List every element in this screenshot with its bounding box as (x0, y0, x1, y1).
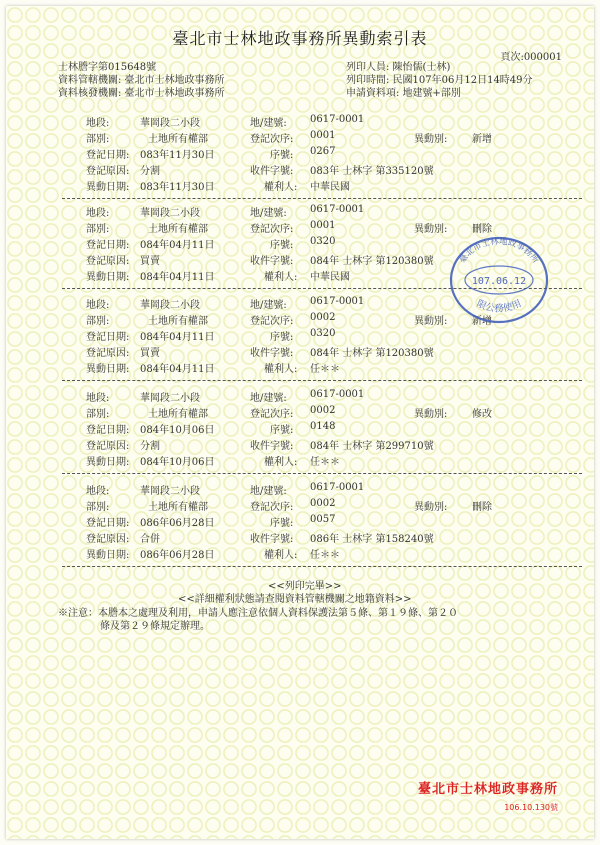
reg-order-value: 0001 (310, 130, 336, 141)
change-date-label: 異動日期: (86, 364, 130, 375)
seq-value: 0320 (310, 328, 336, 339)
receipt-label: 收件字號: (250, 441, 294, 452)
notice-line-2: 條及第２９條規定辦理。 (100, 621, 210, 632)
section-label: 地段: (86, 118, 110, 129)
request-item: 申請資料項: 地建號+部別 (346, 88, 461, 99)
record-block (6, 482, 594, 570)
receipt-value: 084年 士林字 第299710號 (310, 441, 434, 452)
change-type-value: 新增 (472, 134, 492, 145)
part-label: 部別: (86, 502, 110, 513)
part-label: 部別: (86, 134, 110, 145)
change-type-value: 刪除 (472, 502, 492, 513)
reg-order-value: 0002 (310, 498, 336, 509)
form-number: 106.10.130號 (504, 803, 558, 812)
reg-order-value: 0001 (310, 220, 336, 231)
lot-no-label: 地/建號: (250, 208, 287, 219)
change-date-value: 086年06月28日 (140, 550, 215, 561)
section-label: 地段: (86, 300, 110, 311)
lot-no-value: 0617-0001 (310, 389, 365, 400)
reg-order-label: 登記次序: (250, 134, 294, 145)
seq-label: 序號: (270, 332, 294, 343)
change-date-label: 異動日期: (86, 550, 130, 561)
record-separator (62, 566, 582, 567)
print-end: <<列印完畢>> (268, 581, 342, 592)
holder-value: 任＊＊ (310, 550, 340, 561)
part-value: 土地所有權部 (148, 224, 208, 235)
holder-value: 任＊＊ (310, 457, 340, 468)
reason-value: 買賣 (140, 256, 160, 267)
reg-date-value: 084年10月06日 (140, 425, 215, 436)
record-block (6, 389, 594, 477)
change-type-label: 異動別: (414, 316, 448, 327)
reg-date-value: 086年06月28日 (140, 518, 215, 529)
holder-value: 中華民國 (310, 182, 350, 193)
part-value: 土地所有權部 (148, 409, 208, 420)
reg-date-label: 登記日期: (86, 150, 130, 161)
section-value: 華岡段二小段 (140, 118, 200, 129)
reg-order-label: 登記次序: (250, 502, 294, 513)
section-label: 地段: (86, 393, 110, 404)
reason-value: 買賣 (140, 348, 160, 359)
part-value: 土地所有權部 (148, 134, 208, 145)
receipt-value: 083年 士林字 第335120號 (310, 166, 434, 177)
manage-office: 資料管轄機關: 臺北市士林地政事務所 (58, 75, 225, 86)
reg-date-label: 登記日期: (86, 332, 130, 343)
holder-label: 權利人: (264, 182, 298, 193)
holder-label: 權利人: (264, 364, 298, 375)
official-stamp (446, 234, 552, 326)
seq-value: 0057 (310, 514, 336, 525)
change-type-value: 刪除 (472, 224, 492, 235)
section-value: 華岡段二小段 (140, 300, 200, 311)
reg-date-value: 084年04月11日 (140, 332, 215, 343)
change-date-label: 異動日期: (86, 182, 130, 193)
part-label: 部別: (86, 316, 110, 327)
reason-label: 登記原因: (86, 348, 130, 359)
record-block (6, 114, 594, 202)
change-type-label: 異動別: (414, 134, 448, 145)
change-date-value: 084年04月11日 (140, 272, 215, 283)
change-date-label: 異動日期: (86, 457, 130, 468)
stamp-date: 107.06.12 (471, 276, 527, 287)
seq-value: 0320 (310, 236, 336, 247)
receipt-value: 084年 士林字 第120380號 (310, 256, 434, 267)
reg-date-label: 登記日期: (86, 240, 130, 251)
svg-text:臺北市士林地政事務所 (457, 236, 542, 266)
reg-date-value: 084年04月11日 (140, 240, 215, 251)
reg-order-label: 登記次序: (250, 409, 294, 420)
document-title: 臺北市士林地政事務所異動索引表 (172, 29, 428, 48)
change-date-value: 084年10月06日 (140, 457, 215, 468)
record-separator (62, 473, 582, 474)
reason-label: 登記原因: (86, 534, 130, 545)
seq-label: 序號: (270, 150, 294, 161)
part-value: 土地所有權部 (148, 502, 208, 513)
reg-date-value: 083年11月30日 (140, 150, 215, 161)
reg-order-label: 登記次序: (250, 224, 294, 235)
change-type-value: 新增 (472, 316, 492, 327)
reason-value: 分割 (140, 441, 160, 452)
document-page (6, 6, 594, 839)
change-date-value: 083年11月30日 (140, 182, 215, 193)
receipt-label: 收件字號: (250, 348, 294, 359)
change-date-label: 異動日期: (86, 272, 130, 283)
seq-value: 0267 (310, 146, 336, 157)
holder-value: 任＊＊ (310, 364, 340, 375)
part-value: 土地所有權部 (148, 316, 208, 327)
change-type-label: 異動別: (414, 224, 448, 235)
lot-no-value: 0617-0001 (310, 114, 365, 125)
holder-label: 權利人: (264, 457, 298, 468)
lot-no-value: 0617-0001 (310, 482, 365, 493)
seq-label: 序號: (270, 518, 294, 529)
change-type-label: 異動別: (414, 409, 448, 420)
stamp-bottom-text: 限公務使用 (474, 298, 524, 315)
seq-label: 序號: (270, 425, 294, 436)
reg-order-label: 登記次序: (250, 316, 294, 327)
reason-label: 登記原因: (86, 256, 130, 267)
reg-date-label: 登記日期: (86, 518, 130, 529)
section-label: 地段: (86, 486, 110, 497)
reason-label: 登記原因: (86, 441, 130, 452)
detail-note: <<詳細權利狀態請查閱資料管轄機關之地籍資料>> (178, 594, 412, 605)
change-type-value: 修改 (472, 409, 492, 420)
holder-label: 權利人: (264, 550, 298, 561)
lot-no-label: 地/建號: (250, 118, 287, 129)
receipt-label: 收件字號: (250, 534, 294, 545)
reg-order-value: 0002 (310, 312, 336, 323)
lot-no-label: 地/建號: (250, 393, 287, 404)
office-seal-text: 臺北市士林地政事務所 (417, 782, 558, 797)
lot-no-label: 地/建號: (250, 300, 287, 311)
part-label: 部別: (86, 224, 110, 235)
doc-number: 士林謄字第015648號 (58, 62, 157, 73)
stamp-top-text: 臺北市士林地政事務所 (457, 236, 541, 266)
part-label: 部別: (86, 409, 110, 420)
receipt-value: 084年 士林字 第120380號 (310, 348, 434, 359)
section-label: 地段: (86, 208, 110, 219)
printer: 列印人員: 陳怡儒(士林) (346, 62, 451, 73)
receipt-value: 086年 士林字 第158240號 (310, 534, 434, 545)
change-type-label: 異動別: (414, 502, 448, 513)
record-separator (62, 380, 582, 381)
notice-line-1: ※注意：本謄本之處理及利用，申請人應注意依個人資料保護法第５條、第１９條、第２０ (58, 608, 458, 619)
receipt-label: 收件字號: (250, 256, 294, 267)
seq-label: 序號: (270, 240, 294, 251)
reason-value: 合併 (140, 534, 160, 545)
change-date-value: 084年04月11日 (140, 364, 215, 375)
seq-value: 0148 (310, 421, 336, 432)
receipt-label: 收件字號: (250, 166, 294, 177)
record-separator (62, 198, 582, 199)
section-value: 華岡段二小段 (140, 486, 200, 497)
reason-label: 登記原因: (86, 166, 130, 177)
lot-no-value: 0617-0001 (310, 204, 365, 215)
reason-value: 分割 (140, 166, 160, 177)
holder-label: 權利人: (264, 272, 298, 283)
header-left (58, 61, 225, 100)
page-number: 頁次:000001 (500, 52, 562, 63)
holder-value: 中華民國 (310, 272, 350, 283)
header-right (346, 61, 533, 100)
issue-office: 資料核發機關: 臺北市士林地政事務所 (58, 88, 225, 99)
section-value: 華岡段二小段 (140, 393, 200, 404)
print-time: 列印時間: 民國107年06月12日14時49分 (346, 75, 533, 86)
lot-no-value: 0617-0001 (310, 296, 365, 307)
svg-text:限公務使用 (475, 298, 523, 314)
section-value: 華岡段二小段 (140, 208, 200, 219)
lot-no-label: 地/建號: (250, 486, 287, 497)
reg-date-label: 登記日期: (86, 425, 130, 436)
reg-order-value: 0002 (310, 405, 336, 416)
